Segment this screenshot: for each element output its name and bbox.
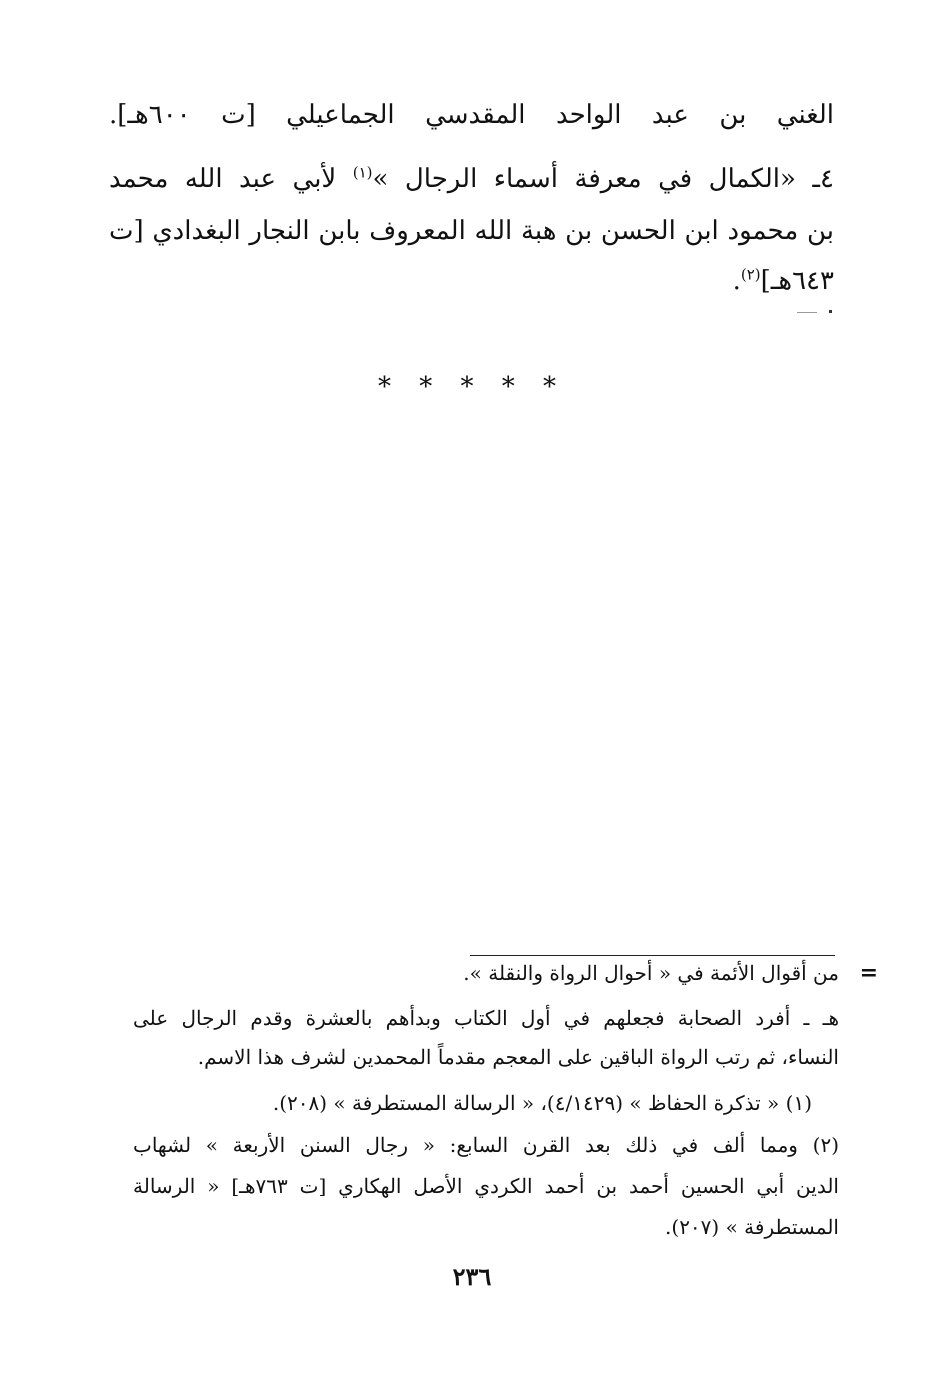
footnote-ref-1: (١) xyxy=(352,163,373,182)
main-text-line-1-text: الغني بن عبد الواحد المقدسي الجماعيلي [ت ٦٠٠هـ]. xyxy=(109,100,834,130)
footnote-line-2: هـ ـ أفرد الصحابة فجعلهم في أول الكتاب وبدأهم بالعشرة وقدم الرجال على xyxy=(133,1006,839,1030)
main-text-line-3-text: بن محمود ابن الحسن بن هبة الله المعروف بابن النجار البغدادي [ت xyxy=(109,216,834,246)
section-separator: * * * * * xyxy=(377,372,567,402)
footnote-continued-marker: = xyxy=(859,960,878,986)
scan-dot xyxy=(829,310,832,313)
scan-speck xyxy=(797,312,817,313)
footnote-1: (١) « تذكرة الحفاظ » (٤/١٤٢٩)، « الرسالة المستطرفة » (٢٠٨). xyxy=(272,1091,812,1115)
page-number: ٢٣٦ xyxy=(452,1262,492,1291)
item-4-author-start: لأبي عبد الله محمد xyxy=(109,164,353,194)
footnote-2-line-1: (٢) ومما ألف في ذلك بعد القرن السابع: « رجال السنن الأربعة » لشهاب xyxy=(133,1133,839,1157)
footnote-line-3: النساء، ثم رتب الرواة الباقين على المعجم مقدماً المحمدين لشرف هذا الاسم. xyxy=(197,1045,839,1069)
main-text-line-1 xyxy=(109,96,834,134)
main-text-line-4 xyxy=(109,262,834,300)
main-text-line-3 xyxy=(109,212,834,250)
footnote-line-1: من أقوال الأئمة في « أحوال الرواة والنقلة ». xyxy=(463,961,839,985)
footnote-2-line-2: الدين أبي الحسين أحمد بن أحمد الكردي الأصل الهكاري [ت ٧٦٣هـ] « الرسالة xyxy=(133,1174,839,1198)
death-date: ٦٤٣هـ] xyxy=(760,266,834,296)
line-end-period: . xyxy=(732,266,741,296)
footnote-2-line-3: المستطرفة » (٢٠٧). xyxy=(665,1215,839,1239)
item-4-title: ٤ـ «الكمال في معرفة أسماء الرجال » xyxy=(372,164,834,194)
main-text-line-2 xyxy=(109,160,834,198)
footnote-divider xyxy=(470,955,835,956)
footnote-ref-2: (٢) xyxy=(740,265,761,284)
